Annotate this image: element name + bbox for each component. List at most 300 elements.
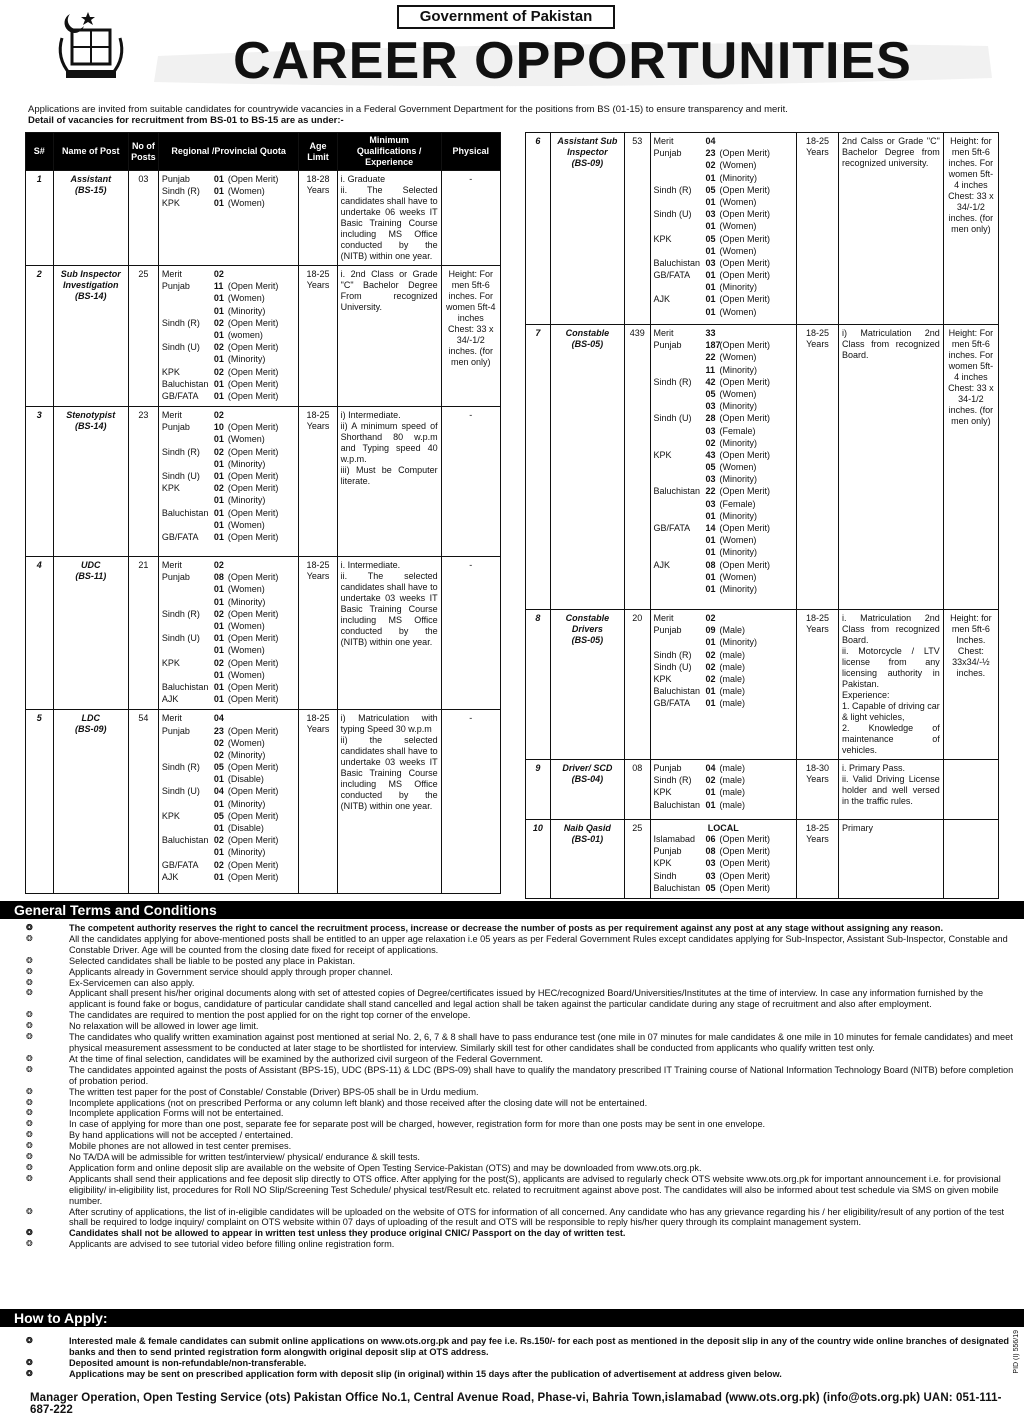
post-name <box>53 407 128 557</box>
quota-line <box>654 846 793 858</box>
quota-category: (Women) <box>719 535 757 546</box>
regional-quota <box>158 407 299 557</box>
header-physical: Physical <box>441 133 500 171</box>
quota-number: 01 <box>213 584 224 595</box>
quota-region: GB/FATA <box>653 523 691 533</box>
quota-line <box>654 450 793 462</box>
quota-category: (male) <box>719 799 746 810</box>
quota-number: 01 <box>705 245 716 256</box>
quota-line <box>654 173 793 185</box>
list-item <box>14 1108 1014 1119</box>
list-item-text: Selected candidates shall be liable to be posted any place in Pakistan. <box>69 955 356 966</box>
quota-number: 23 <box>705 148 716 159</box>
post-name <box>53 557 128 710</box>
quota-number: 02 <box>213 749 224 760</box>
quota-region: KPK <box>653 858 672 869</box>
bullet-icon: ❂ <box>26 933 33 943</box>
quota-number: 08 <box>213 572 224 583</box>
quota-line <box>654 474 793 486</box>
quota-line <box>162 713 296 725</box>
intro-text <box>28 104 1008 126</box>
quota-line <box>654 365 793 377</box>
quota-number: 01 <box>213 434 224 445</box>
quota-number: 23 <box>213 725 224 736</box>
quota-line <box>654 389 793 401</box>
quota-line <box>162 872 296 884</box>
bullet-icon: ❂ <box>26 988 33 998</box>
quota-category: (Open Merit) <box>227 366 279 377</box>
serial-number: 7 <box>526 325 551 610</box>
list-item <box>14 1228 1014 1239</box>
list-item-text: Incomplete application Forms will not be entertained. <box>69 1108 284 1119</box>
quota-number: 33 <box>705 328 716 338</box>
quota-region: GB/FATA <box>653 270 691 281</box>
quota-number: 02 <box>213 657 224 668</box>
quota-line <box>654 197 793 209</box>
post-grade: (BS-05) <box>571 339 604 349</box>
quota-region <box>654 173 706 185</box>
quota-number: 01 <box>213 507 224 518</box>
quota-category: (Open Merit) <box>719 148 771 159</box>
quota-region: Baluchistan <box>653 882 701 893</box>
quota-number: 02 <box>213 366 224 377</box>
quota-line <box>654 572 793 584</box>
quota-category: (Women) <box>227 434 265 445</box>
quota-category: (women) <box>227 329 263 340</box>
bullet-icon: ❂ <box>26 1239 33 1249</box>
quota-number: 187 <box>705 340 721 351</box>
quota-region: Punjab <box>653 148 682 159</box>
quota-number: 01 <box>213 186 224 197</box>
pid-number: PID (I) 556/19 <box>1013 1330 1020 1374</box>
serial-number: 5 <box>26 710 54 894</box>
quota-category: (male) <box>719 775 746 786</box>
quota-region <box>162 823 214 835</box>
quota-line <box>654 499 793 511</box>
post-grade: (BS-01) <box>571 834 604 844</box>
quota-category: (male) <box>719 698 746 709</box>
quota-category: (Open Merit) <box>719 834 771 844</box>
quota-category: (Open Merit) <box>719 846 771 857</box>
age-limit: 18-25 Years <box>796 325 838 610</box>
bullet-icon: ❂ <box>26 1119 33 1129</box>
quota-number: 01 <box>213 174 224 184</box>
quota-category: (Minority) <box>227 798 266 809</box>
apply-heading: How to Apply: <box>0 1309 1024 1327</box>
physical-requirement: Height: For men 5ft-6 inches. For women 5ft-4 inches Chest: 33 x 34/-1/2 inches. (for men only) <box>441 266 500 407</box>
list-item-text: The candidates who qualify written examination against post mentioned at serial No. 2, 6, 7 & 8 shall have to pass endurance test (one mile in 07 minutes for male candidates & one mile in 10 minutes for female candidates) and meet physical measurement assessment to be conducted at later stage to be shortlisted for interview. Similarly skill test for other candidates shall be conducted from applicants who qualify written test only. <box>69 1032 1013 1053</box>
list-item <box>14 967 1014 978</box>
list-item <box>14 1141 1014 1152</box>
quota-category: (Open Merit) <box>227 507 279 518</box>
quota-number: 02 <box>705 661 716 672</box>
qualification-line: i. Primary Pass. <box>842 763 906 773</box>
quota-category: (male) <box>719 787 746 798</box>
list-item-text: Applicants already in Government service should apply through proper channel. <box>69 966 393 977</box>
quota-line <box>162 318 296 330</box>
quota-line <box>654 650 793 662</box>
bullet-icon: ❂ <box>26 1097 33 1107</box>
quota-line <box>162 367 296 379</box>
quota-region: Punjab <box>161 281 190 292</box>
age-limit: 18-28 Years <box>299 171 337 266</box>
qualifications <box>337 266 441 407</box>
quota-region <box>654 511 706 523</box>
regional-quota <box>158 710 299 894</box>
terms-list <box>14 923 1014 1250</box>
quota-category: (Women) <box>719 571 757 582</box>
quota-category: (Open Merit) <box>719 257 771 268</box>
list-item-text: After scrutiny of applications, the list of in-eligible candidates will be uploaded on the website of OTS for information of all concerned. Any candidate who has any grievance regarding his / her eligibility/result of any portion of the test shall be required to lodge inquiry/ complaint on OTS website within 07 days of uploading of the result and OTS will be responsible to reply his/her query through its complaint management system. <box>69 1206 1005 1228</box>
quota-region: Merit <box>653 136 674 146</box>
quota-line <box>654 377 793 389</box>
post-title: Driver/ SCD <box>562 763 613 773</box>
quota-line <box>654 328 793 340</box>
intro-line: Applications are invited from suitable candidates for countrywide vacancies in a Federal Government Department for the positions from BS (01-15) to ensure transparency and merit. <box>28 104 788 115</box>
quota-number: 03 <box>705 474 716 485</box>
quota-region: Baluchistan <box>161 378 209 389</box>
quota-number: 02 <box>213 410 224 421</box>
government-banner: Government of Pakistan <box>397 5 615 29</box>
age-limit: 18-25 Years <box>299 266 337 407</box>
quota-region: Merit <box>653 328 674 338</box>
quota-region: KPK <box>653 673 672 684</box>
quota-line <box>162 520 296 532</box>
list-item <box>14 1369 1014 1380</box>
quota-number: 01 <box>213 471 224 481</box>
quota-category: (Women) <box>227 293 265 304</box>
quota-region: Sindh (R) <box>653 376 692 387</box>
age-limit: 18-25 Years <box>796 133 838 325</box>
header-sno: S# <box>26 133 54 171</box>
quota-line <box>654 871 793 883</box>
quota-number: 03 <box>705 498 716 509</box>
physical-requirement: - <box>441 710 500 894</box>
quota-region <box>654 637 706 649</box>
quota-category: (Open Merit) <box>719 294 771 305</box>
quota-line <box>654 584 793 596</box>
quota-line <box>162 670 296 682</box>
quota-region <box>654 499 706 511</box>
qualifications <box>839 133 944 325</box>
vacancy-row <box>26 266 501 407</box>
quota-number: 01 <box>705 637 716 648</box>
quota-category: (male) <box>719 686 746 697</box>
quota-line <box>162 860 296 872</box>
qualification-line: 2nd Calss or Grade "C" Bachelor Degree from recognized university. <box>842 136 940 168</box>
quota-category: (Minority) <box>719 583 758 594</box>
quota-number: 14 <box>705 523 716 533</box>
quota-category: (Minority) <box>719 510 758 521</box>
apply-list <box>14 1336 1014 1380</box>
quota-category <box>720 613 793 625</box>
quota-region: Punjab <box>161 725 190 736</box>
quota-region <box>654 474 706 486</box>
quota-number: 02 <box>213 269 224 279</box>
quota-number: 28 <box>705 413 716 424</box>
bullet-icon: ❂ <box>26 1368 33 1378</box>
quota-region <box>162 520 214 532</box>
quota-region: Sindh (R) <box>161 186 200 197</box>
list-item-text: All the candidates applying for above-mentioned posts shall be entitled to an upper age relaxation i.e 05 years as per Federal Government Rules except candidates applying for Sub-Inspector, Assistant Sub-Inspector, Constable and Constable Driver. Age will be counted from the closing date fixed for receipt of applications. <box>69 933 1008 955</box>
list-item-text: Mobile phones are not allowed in test center premises. <box>69 1141 292 1152</box>
quota-line <box>162 495 296 507</box>
list-item <box>14 1358 1014 1369</box>
quota-line <box>654 698 793 710</box>
bullet-icon: ❂ <box>26 1130 33 1140</box>
quota-line <box>654 625 793 637</box>
list-item-text: Ex-Servicemen can also apply. <box>69 977 195 988</box>
list-item <box>14 934 1014 956</box>
qualification-line: i) Intermediate. <box>340 410 401 421</box>
quota-category: (Open Merit) <box>719 559 771 570</box>
list-item-text: Incomplete applications (not on prescribed Performa or any column left blank) and those received after the closing date will not be entertained. <box>69 1097 648 1108</box>
quota-region <box>162 645 214 657</box>
quota-line <box>162 410 296 422</box>
quota-line <box>654 834 793 846</box>
quota-number: 11 <box>705 364 716 375</box>
quota-category: (Women) <box>227 198 265 209</box>
quota-region: Sindh (U) <box>161 786 200 797</box>
quota-category: (Women) <box>719 352 757 363</box>
quota-line <box>162 198 296 210</box>
quota-category: (Open Merit) <box>227 835 279 846</box>
quota-category: (Women) <box>719 388 757 399</box>
quota-number: 01 <box>213 621 224 631</box>
quota-category: (Minority) <box>719 547 758 558</box>
physical-requirement: Height: for men 5ft-6 Inches. Chest: 33x34/-½ inches. <box>943 610 998 760</box>
post-name <box>550 133 624 325</box>
quota-region <box>162 495 214 507</box>
quota-line <box>654 185 793 197</box>
qualification-line: 1. Capable of driving car & light vehicles, <box>842 701 940 722</box>
quota-line <box>654 547 793 559</box>
quota-line <box>162 186 296 198</box>
quota-category: (Open Merit) <box>227 608 279 619</box>
list-item <box>14 1174 1014 1207</box>
quota-number: 02 <box>213 446 224 457</box>
header-post: Name of Post <box>53 133 128 171</box>
quota-category: (male) <box>719 673 746 684</box>
quota-line <box>654 686 793 698</box>
quota-region: AJK <box>161 694 179 705</box>
quota-line <box>654 883 793 895</box>
quota-region <box>654 352 706 364</box>
post-count: 439 <box>625 325 650 610</box>
vacancy-table-right <box>525 132 999 899</box>
quota-region: Merit <box>161 269 182 279</box>
quota-line <box>654 523 793 535</box>
bullet-icon: ❂ <box>26 966 33 976</box>
quota-number: 05 <box>213 762 224 773</box>
quota-category: (Women) <box>719 221 757 232</box>
quota-region <box>162 847 214 859</box>
quota-number: 02 <box>213 342 224 353</box>
quota-region: AJK <box>653 294 671 305</box>
quota-number: 02 <box>213 560 224 571</box>
quota-region: Baluchistan <box>653 799 701 810</box>
quota-number: 03 <box>705 858 716 869</box>
quota-number: 01 <box>705 571 716 582</box>
quota-number: 04 <box>705 763 716 773</box>
quota-category: (male) <box>719 649 746 660</box>
quota-number: 01 <box>213 378 224 389</box>
quota-region <box>162 738 214 750</box>
quota-category: (Open Merit) <box>227 725 279 736</box>
quota-number: 01 <box>705 547 716 558</box>
list-item-text: Interested male & female candidates can submit online applications on www.ots.org.pk and pay fee i.e. Rs.150/- for each post as mentioned in the deposit slip in any of the country wide online branches of designated banks and then to send printed registration form alongwith original deposit slip at OTS address. <box>69 1336 1010 1357</box>
quota-line <box>654 340 793 352</box>
post-count: 54 <box>128 710 158 894</box>
vacancy-row <box>526 760 999 820</box>
quota-region: Sindh (R) <box>161 446 200 457</box>
quota-number: 22 <box>705 486 716 497</box>
quota-line <box>162 572 296 584</box>
quota-region: KPK <box>161 483 180 494</box>
quota-line <box>654 858 793 870</box>
quota-category: (Minority) <box>719 474 758 485</box>
post-grade: (BS-04) <box>571 774 604 784</box>
quota-number: 01 <box>705 306 716 317</box>
regional-quota <box>650 610 796 760</box>
quota-number: 01 <box>213 847 224 858</box>
quota-region <box>654 426 706 438</box>
qualifications <box>337 557 441 710</box>
quota-region <box>162 330 214 342</box>
quota-line <box>162 330 296 342</box>
regional-quota <box>158 557 299 710</box>
quota-category: (Open Merit) <box>227 657 279 668</box>
quota-line <box>162 633 296 645</box>
quota-region: GB/FATA <box>653 698 691 709</box>
title-bar <box>150 28 995 94</box>
quota-region: GB/FATA <box>161 390 199 401</box>
quota-category: (Open Merit) <box>719 340 771 351</box>
qualifications <box>337 710 441 894</box>
quota-category: (Open Merit) <box>719 858 771 869</box>
quota-category: (Open Merit) <box>227 422 279 433</box>
quota-category: (Minority) <box>227 847 266 858</box>
quota-number: 01 <box>705 787 716 798</box>
quota-category: (Open Merit) <box>719 233 771 244</box>
quota-category: (Open Merit) <box>719 486 771 497</box>
post-grade: (BS-15) <box>75 185 107 195</box>
quota-region: Punjab <box>653 340 682 351</box>
qualification-line: ii) the selected candidates shall have to undertake 03 weeks IT Basic Training Course including MS Office conducted by the (NITB) within one year. <box>340 735 438 812</box>
quota-region: Baluchistan <box>161 835 209 846</box>
vacancy-row <box>26 407 501 557</box>
list-item <box>14 1336 1014 1358</box>
bullet-icon: ❂ <box>26 923 33 932</box>
quota-number: 01 <box>705 583 716 594</box>
post-title: Stenotypist <box>66 410 116 421</box>
quota-region: Islamabad <box>653 834 696 844</box>
quota-region: Sindh (U) <box>161 633 200 644</box>
serial-number: 2 <box>26 266 54 407</box>
quota-number: 01 <box>705 535 716 546</box>
quota-category: (Open Merit) <box>227 483 279 494</box>
quota-region: Merit <box>161 713 182 724</box>
quota-region: Punjab <box>161 572 190 583</box>
list-item-text: In case of applying for more than one post, separate fee for separate post will be charged, however, registration form for more than one posts may be sent in one envelope. <box>69 1119 766 1130</box>
list-item <box>14 988 1014 1010</box>
bullet-icon: ❂ <box>26 1032 33 1042</box>
qualifications <box>337 407 441 557</box>
quota-number: 01 <box>213 669 224 680</box>
quota-category: (Minority) <box>227 495 266 506</box>
quota-category: (Minority) <box>227 596 266 607</box>
quota-region: Sindh (R) <box>653 775 692 786</box>
qualification-line: ii. Motorcycle / LTV license from any licensing authority in Pakistan. <box>842 646 940 689</box>
quota-number: 43 <box>705 449 716 460</box>
bullet-icon: ❂ <box>26 1206 33 1216</box>
bullet-icon: ❂ <box>26 1021 33 1031</box>
quota-category <box>228 560 296 572</box>
quota-region: GB/FATA <box>161 531 199 542</box>
quota-region: Punjab <box>653 625 682 636</box>
quota-category: (Open Merit) <box>227 871 279 882</box>
quota-number: 01 <box>213 694 224 705</box>
quota-region <box>654 246 706 258</box>
quota-line <box>162 621 296 633</box>
quota-line <box>162 293 296 305</box>
quota-number: 02 <box>213 859 224 870</box>
quota-line <box>654 438 793 450</box>
qualification-line: i. Matriculation 2nd Class from recognized Board. <box>842 613 940 645</box>
quota-category: (male) <box>719 763 746 773</box>
list-item <box>14 1032 1014 1054</box>
quota-line <box>654 560 793 572</box>
quota-number: 01 <box>705 221 716 232</box>
serial-number: 10 <box>526 820 551 899</box>
regional-quota <box>650 325 796 610</box>
quota-region <box>162 306 214 318</box>
quota-category <box>228 269 296 281</box>
quota-region: Sindh (R) <box>161 317 200 328</box>
qualification-line: Experience: <box>842 690 890 700</box>
quota-line <box>654 787 793 799</box>
post-grade: (BS-09) <box>75 724 107 735</box>
quota-region: AJK <box>653 559 671 570</box>
bullet-icon: ❂ <box>26 1053 33 1063</box>
quota-region: KPK <box>161 657 180 668</box>
quota-region: Sindh (R) <box>653 184 692 195</box>
intro-line-bold: Detail of vacancies for recruitment from BS-01 to BS-15 are as under:- <box>28 115 344 126</box>
qualification-line: iii) Must be Computer literate. <box>340 465 438 487</box>
quota-category: (Women) <box>227 645 265 656</box>
quota-category: (Minority) <box>719 637 758 648</box>
qualification-line: i) Matriculation with typing Speed 30 w.p.m <box>340 713 438 735</box>
quota-region: Merit <box>161 410 182 421</box>
quota-line <box>162 645 296 657</box>
quota-category: (Minority) <box>719 364 758 375</box>
list-item <box>14 1065 1014 1087</box>
quota-region <box>654 307 706 319</box>
quota-region <box>654 438 706 450</box>
quota-category: (Minority) <box>227 749 266 760</box>
quota-line <box>162 379 296 391</box>
quota-line <box>162 354 296 366</box>
quota-region <box>162 293 214 305</box>
quota-line <box>162 447 296 459</box>
qualification-line: Primary <box>842 823 873 833</box>
quota-region <box>654 221 706 233</box>
post-grade: (BS-11) <box>75 571 107 582</box>
list-item <box>14 1098 1014 1109</box>
quota-category: (Women) <box>719 306 757 317</box>
quota-line <box>654 270 793 282</box>
list-item-text: Applicants are advised to see tutorial video before filling online registration form. <box>69 1239 395 1250</box>
